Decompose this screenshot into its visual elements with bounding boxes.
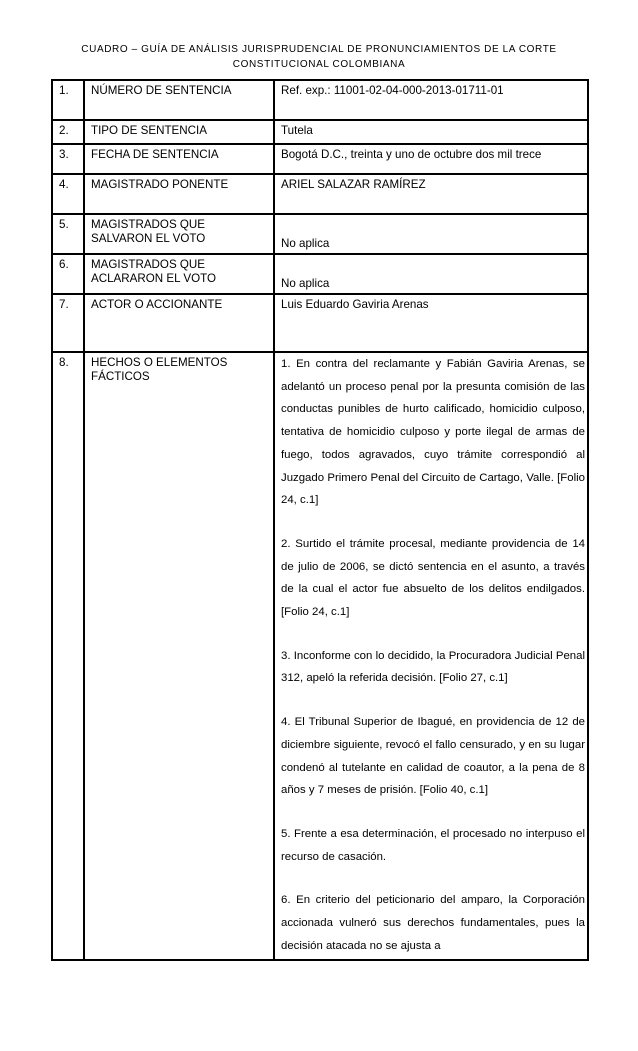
row-number: 5. [52,214,84,254]
fact-paragraph: 5. Frente a esa determinación, el procesado no interpuso el recurso de casación. [281,827,585,863]
row-value: Luis Eduardo Gaviria Arenas [274,294,588,352]
row-value: ARIEL SALAZAR RAMÍREZ [274,174,588,214]
table-row [52,120,588,144]
table-row-facts [52,352,588,960]
row-label: HECHOS O ELEMENTOS FÁCTICOS [84,352,274,960]
row-number: 8. [52,352,84,960]
fact-paragraph: 4. El Tribunal Superior de Ibagué, en providencia de 12 de diciembre siguiente, revocó el fallo censurado, y en su lugar condenó al tutelante en calidad de coautor, a la pena de 8 años y 7 meses de prisión. [Folio 40, c.1] [281,716,585,797]
row-number: 7. [52,294,84,352]
row-value: No aplica [274,214,588,254]
row-label: MAGISTRADO PONENTE [84,174,274,214]
row-label: TIPO DE SENTENCIA [84,120,274,144]
row-label: FECHA DE SENTENCIA [84,144,274,174]
row-number: 1. [52,80,84,120]
fact-paragraph: 6. En criterio del peticionario del amparo, la Corporación accionada vulneró sus derechos fundamentales, pues la decisión atacada no se ajusta a [281,894,585,952]
row-number: 3. [52,144,84,174]
header-line-1: CUADRO – GUÍA DE ANÁLISIS JURISPRUDENCIAL DE PRONUNCIAMIENTOS DE LA CORTE [81,44,557,55]
row-label: MAGISTRADOS QUE ACLARARON EL VOTO [84,254,274,294]
table-row [52,144,588,174]
fact-paragraph: 1. En contra del reclamante y Fabián Gaviria Arenas, se adelantó un proceso penal por la presunta comisión de las conductas punibles de hurto calificado, homicidio culposo, tentativa de homicidio culposo y porte ilegal de armas de fuego, todos agravados, cuyo trámite correspondió al Juzgado Primero Penal del Circuito de Cartago, Valle. [Folio 24, c.1] [281,358,585,507]
row-value: Tutela [274,120,588,144]
document-header [0,42,638,72]
table-row [52,254,588,294]
table-row [52,294,588,352]
row-value: No aplica [274,254,588,294]
row-label: NÚMERO DE SENTENCIA [84,80,274,120]
row-number: 6. [52,254,84,294]
analysis-table [51,79,589,961]
table-row [52,80,588,120]
facts-cell [274,352,588,960]
row-value: Bogotá D.C., treinta y uno de octubre dos mil trece [274,144,588,174]
table-row [52,214,588,254]
row-label: ACTOR O ACCIONANTE [84,294,274,352]
row-label: MAGISTRADOS QUE SALVARON EL VOTO [84,214,274,254]
fact-paragraph: 2. Surtido el trámite procesal, mediante providencia de 14 de julio de 2006, se dictó sentencia en el asunto, a través de la cual el actor fue absuelto de los delitos endilgados. [Folio 24, c.1] [281,537,585,619]
row-value: Ref. exp.: 11001-02-04-000-2013-01711-01 [274,80,588,120]
header-line-2: CONSTITUCIONAL COLOMBIANA [232,59,406,70]
fact-paragraph: 3. Inconforme con lo decidido, la Procuradora Judicial Penal 312, apeló la referida decisión. [Folio 27, c.1] [281,649,585,685]
row-number: 2. [52,120,84,144]
row-number: 4. [52,174,84,214]
table-row [52,174,588,214]
